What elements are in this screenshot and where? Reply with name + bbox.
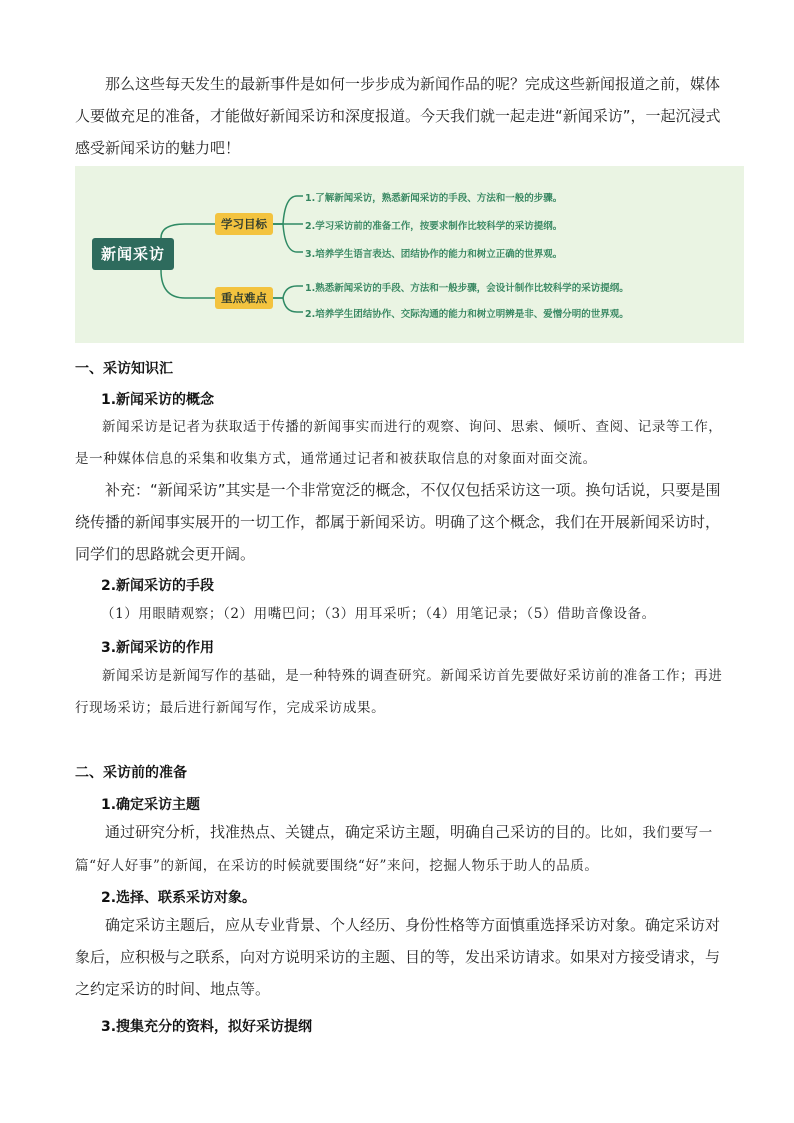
connector-goals-3: [273, 224, 303, 252]
mind-map-root: 新闻采访: [92, 238, 174, 270]
connector-focus-1: [273, 286, 303, 298]
interviewee-paragraph: 确定采访主题后，应从专业背景、个人经历、身份性格等方面慎重选择采访对象。确定采访对象后，应积极与之联系，向对方说明采访的主题、目的等，发出采访请求。如果对方接受请求，与之约定采访的时间、地点等。: [75, 916, 721, 998]
topic-text-b: 比如，我们要写一篇“好人好事”的新闻，在采访的时候就要围绕“好”来问，挖掘人物乐于助人的品质。: [75, 825, 713, 874]
section2-sub2-heading: 2.选择、联系采访对象。: [101, 890, 257, 906]
topic-text-a: 通过研究分析，找准热点、关键点，确定采访主题，明确自己采访的目的。: [105, 823, 601, 841]
mind-map-branch-goals: 学习目标: [215, 213, 273, 235]
mind-map: [75, 166, 744, 343]
connector-root-goals: [161, 224, 215, 238]
focus-item: 1.熟悉新闻采访的手段、方法和一般步骤，会设计制作比较科学的采访提纲。: [305, 283, 629, 294]
goal-item: 3.培养学生语言表达、团结协作的能力和树立正确的世界观。: [305, 249, 563, 260]
intro-paragraph: 那么这些每天发生的最新事件是如何一步步成为新闻作品的呢？完成这些新闻报道之前，媒体人要做充足的准备，才能做好新闻采访和深度报道。今天我们就一起走进“新闻采访”，一起沉浸式感受新闻采访的魅力吧！: [75, 75, 721, 157]
section1-sub2-heading: 2.新闻采访的手段: [101, 578, 215, 594]
topic-paragraph: [75, 816, 723, 882]
role-paragraph: 新闻采访是新闻写作的基础，是一种特殊的调查研究。新闻采访首先要做好采访前的准备工作；再进行现场采访；最后进行新闻写作，完成采访成果。: [75, 668, 723, 716]
supplement-paragraph: 补充：“新闻采访”其实是一个非常宽泛的概念，不仅仅包括采访这一项。换句话说，只要是围绕传播的新闻事实展开的一切工作，都属于新闻采访。明确了这个概念，我们在开展新闻采访时，同学们的思路就会更开阔。: [75, 481, 721, 563]
concept-paragraph: 新闻采访是记者为获取适于传播的新闻事实而进行的观察、询问、思索、倾听、查阅、记录等工作，是一种媒体信息的采集和收集方式，通常通过记者和被获取信息的对象面对面交流。: [75, 419, 723, 467]
goal-item: 1.了解新闻采访，熟悉新闻采访的手段、方法和一般的步骤。: [305, 193, 563, 204]
mind-map-branch-focus: 重点难点: [215, 287, 273, 309]
connector-goals-1: [273, 196, 303, 224]
section1-sub3-heading: 3.新闻采访的作用: [101, 640, 215, 656]
section2-sub3-heading: 3.搜集充分的资料，拟好采访提纲: [101, 1019, 313, 1035]
goal-item: 2.学习采访前的准备工作，按要求制作比较科学的采访提纲。: [305, 221, 563, 232]
section1-sub1-heading: 1.新闻采访的概念: [101, 392, 215, 408]
section2-sub1-heading: 1.确定采访主题: [101, 797, 201, 813]
section1-heading: 一、采访知识汇: [75, 361, 173, 377]
focus-item: 2.培养学生团结协作、交际沟通的能力和树立明辨是非、爱憎分明的世界观。: [305, 309, 629, 320]
connector-focus-2: [273, 298, 303, 312]
connector-root-focus: [161, 270, 215, 298]
means-paragraph: （1）用眼睛观察；（2）用嘴巴问；（3）用耳采听；（4）用笔记录；（5）借助音像设备。: [101, 606, 656, 622]
section2-heading: 二、采访前的准备: [75, 765, 187, 781]
